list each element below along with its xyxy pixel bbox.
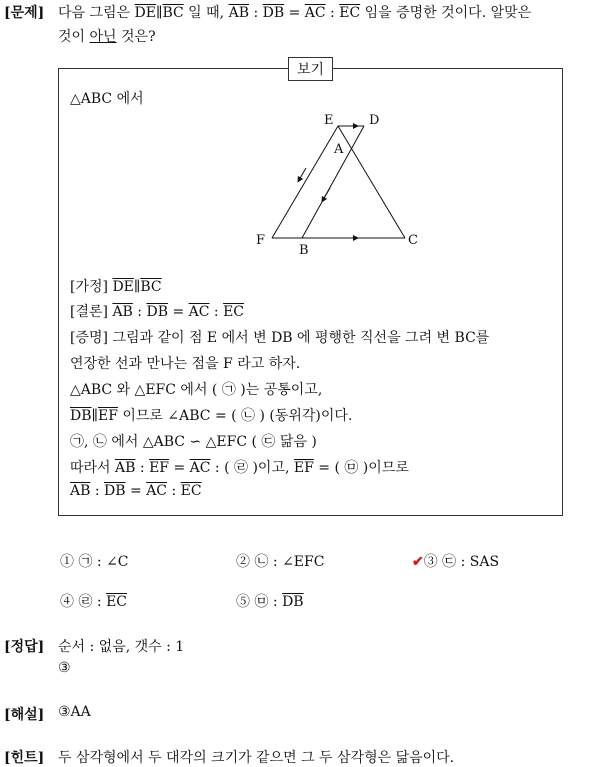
label-F: F [256, 233, 266, 248]
proof-line-1: [증명] 그림과 같이 점 E 에서 변 DB 에 평행한 직선을 그려 변 BC를 [70, 330, 490, 346]
answer-value: ③ [58, 660, 71, 676]
explanation-tag: [해설] [4, 707, 45, 723]
choice-3[interactable]: ✔③ ㉢ : SAS [412, 554, 500, 570]
problem-line-1: 다음 그림은 $\overline{DE}\parallel\overline{BC}$ 일 때, $\overline{AB}$ : $\overline{DB} = \overline{AC}$ : $\overline{EC}$ 임을 증명한 것이다. 알맞은 [58, 5, 532, 21]
explanation-text: ③AA [58, 704, 91, 720]
proof-line-7: $\overline{AB}$ : $\overline{DB} = \overline{AC}$ : $\overline{EC}$ [70, 483, 202, 499]
proof-line-6: 따라서 $\overline{AB}$ : $\overline{EF} = \overline{AC}$ : ( ㉣ )이고, $\overline{EF}$ = ( ㉤ )이므로 [70, 460, 409, 476]
problem-line-2: 것이 아닌 것은? [58, 29, 156, 45]
box-intro: △ABC 에서 [70, 91, 144, 107]
problem-tag: [문제] [4, 5, 45, 21]
answer-tag: [정답] [4, 639, 45, 655]
label-C: C [408, 233, 418, 248]
assumption-line: [가정] $\overline{DE}\parallel\overline{BC}$ [70, 279, 162, 295]
arrow-DB [323, 188, 330, 200]
choice-4[interactable]: ④ ㉣ : $\overline{EC}$ [60, 594, 128, 610]
check-icon: ✔ [412, 554, 424, 570]
line-DB [302, 126, 364, 238]
proof-line-3: △ABC 와 △EFC 에서 ( ㉠ )는 공통이고, [70, 382, 323, 398]
choice-1[interactable]: ① ㉠ : ∠C [60, 554, 129, 570]
line-EF [272, 126, 338, 238]
proof-line-4: $\overline{DB}\parallel\overline{EF}$ 이므로 ∠ABC = ( ㉡ ) (동위각)이다. [70, 408, 353, 424]
label-A: A [334, 142, 344, 157]
conclusion-line: [결론] $\overline{AB}$ : $\overline{DB} = \overline{AC}$ : $\overline{EC}$ [70, 304, 245, 320]
label-D: D [369, 113, 380, 128]
line-EC [338, 126, 405, 238]
hint-tag: [힌트] [4, 750, 45, 766]
label-E: E [324, 113, 334, 128]
choice-2[interactable]: ② ㉡ : ∠EFC [236, 554, 325, 570]
example-box-title: 보기 [288, 57, 333, 81]
choice-5[interactable]: ⑤ ㉤ : $\overline{DB}$ [236, 594, 304, 610]
label-B: B [299, 243, 309, 258]
arrow-EF [299, 168, 306, 180]
proof-line-5: ㉠, ㉡ 에서 △ABC ∽ △EFC ( ㉢ 닮음 ) [70, 434, 317, 450]
proof-line-2: 연장한 선과 만나는 점을 F 라고 하자. [70, 356, 301, 372]
answer-meta: 순서 : 없음, 갯수 : 1 [58, 639, 185, 655]
hint-text: 두 삼각형에서 두 대각의 크기가 같으면 그 두 삼각형은 닮음이다. [58, 750, 455, 766]
